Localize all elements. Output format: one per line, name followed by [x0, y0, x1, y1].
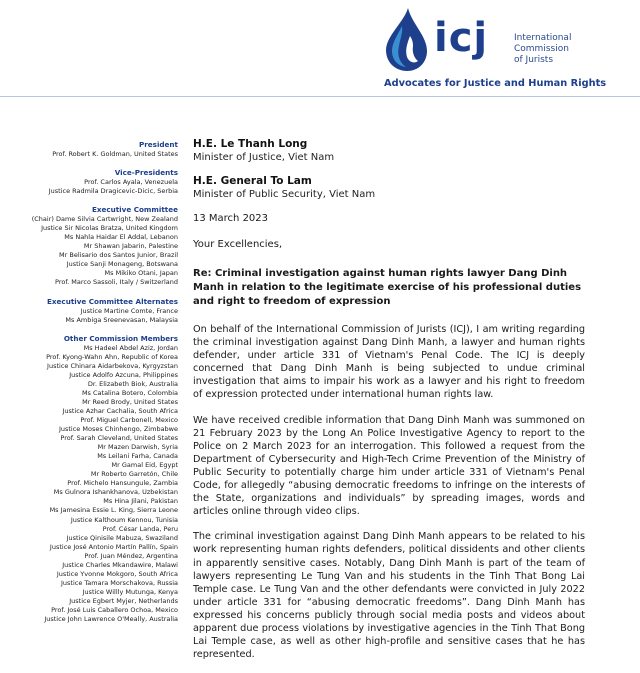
water-drop-icon [380, 6, 432, 72]
letter-date: 13 March 2023 [193, 213, 269, 224]
commission-sidebar [0, 140, 178, 633]
member-name: Prof. Juan Méndez, Argentina [84, 551, 178, 560]
member-name: Ms Catalina Botero, Colombia [81, 388, 178, 397]
member-name: (Chair) Dame Silvia Cartwright, New Zealand [31, 215, 178, 224]
member-name: Ms Nahla Haidar El Addal, Lebanon [64, 233, 178, 242]
member-name: Justice Moses Chinhengo, Zimbabwe [58, 425, 178, 434]
member-name: Justice Martine Comte, France [80, 306, 178, 315]
body-paragraph: On behalf of the International Commission of Jurists (ICJ), I am writing regarding the criminal investigation against Dang Dinh Manh, a lawyer and human rights defender, under article 331 of Vietnam's Penal Code. The ICJ is deeply concerned that Dang Dinh Manh is being subjected to undue criminal investigation that aims to impair his work as a lawyer and his right to freedom of expression protected under international human rights law. [193, 324, 585, 401]
member-name: Dr. Elizabeth Biok, Australia [87, 379, 178, 388]
member-name: Ms Leilani Farha, Canada [97, 452, 178, 461]
member-name: Ms Mikiko Otani, Japan [104, 269, 178, 278]
member-name: Justice John Lawrence O'Meally, Australia [44, 615, 178, 624]
body-paragraph: We have received credible information that Dang Dinh Manh was summoned on 21 February 2023 by the Long An Police Investigative Agency to report to the Police on 2 March 2023 for an interrogation. This followed a request from the Department of Cybersecurity and High-Tech Crime Prevention of the Ministry of Public Security to potentially charge him under article 331 of Vietnam's Penal Code, for allegedly “abusing democratic freedoms to infringe on the interests of the State, organizations and individuals” by spreading images, words and articles online through video clips. [193, 414, 585, 518]
member-name: Ms Hadeel Abdel Aziz, Jordan [83, 343, 178, 352]
recipient-name: H.E. Le Thanh Long [193, 138, 308, 150]
recipient [193, 175, 585, 201]
member-name: Justice Radmila Dragicevic-Dicic, Serbia [48, 187, 178, 196]
member-name: Mr Reed Brody, United States [82, 397, 178, 406]
member-name: Justice Chinara Aidarbekova, Kyrgyzstan [47, 361, 178, 370]
recipient-title: Minister of Public Security, Viet Nam [193, 189, 376, 200]
member-name: Ms Hina Jilani, Pakistan [103, 497, 178, 506]
org-name-line: Commission [514, 44, 569, 54]
member-name: Justice Adolfo Azcuna, Philippines [69, 370, 178, 379]
tagline: Advocates for Justice and Human Rights [384, 78, 607, 89]
member-name: Justice Tamara Morschakova, Russia [60, 578, 178, 587]
salutation: Your Excellencies, [193, 239, 283, 250]
member-name: Justice Charles Mkandawire, Malawi [62, 560, 178, 569]
member-name: Ms Gulnora Ishankhanova, Uzbekistan [53, 488, 178, 497]
sidebar-section-title: Executive Committee Alternates [47, 296, 178, 306]
recipient-name: H.E. General To Lam [193, 175, 312, 187]
member-name: Justice Qinisile Mabuza, Swaziland [66, 533, 178, 542]
org-name [514, 33, 571, 66]
member-name: Justice Sir Nicolas Bratza, United Kingdom [41, 224, 178, 233]
member-name: Prof. José Luis Caballero Ochoa, Mexico [51, 605, 178, 614]
icj-wordmark: icj [434, 15, 489, 61]
sidebar-section [0, 334, 178, 624]
member-name: Prof. Michelo Hansungule, Zambia [67, 479, 178, 488]
sidebar-section [0, 297, 178, 325]
member-name: Prof. Sarah Cleveland, United States [60, 434, 178, 443]
sidebar-section-title: Other Commission Members [63, 333, 178, 343]
member-name: Mr Mazen Darwish, Syria [97, 443, 178, 452]
sidebar-section [0, 168, 178, 196]
sidebar-section-title: Executive Committee [91, 205, 178, 215]
member-name: Mr Roberto Garretón, Chile [90, 470, 178, 479]
body-paragraph: The criminal investigation against Dang Dinh Manh appears to be related to his work representing human rights defenders, political dissidents and other clients in apparently sensitive cases. Notably, Dang Dinh Manh is part of the team of lawyers representing Le Tung Van and his students in the Tinh That Bong Lai Temple case. Le Tung Van and the other defendants were convicted in July 2022 under article 331 for “abusing democratic freedoms”. Dang Dinh Manh has expressed his concerns publicly through social media posts and videos about apparent due process violations by investigative agencies in the Tinh That Bong Lai Temple case, as well as other high-profile and sensitive cases that he has represented. [193, 531, 585, 661]
member-name: Justice Sanji Monageng, Botswana [66, 260, 178, 269]
member-name: Mr Gamal Eid, Egypt [111, 461, 178, 470]
icj-logo [380, 2, 572, 72]
member-name: Prof. Carlos Ayala, Venezuela [84, 178, 178, 187]
org-name-line: International [514, 33, 572, 43]
member-name: Prof. Robert K. Goldman, United States [52, 150, 178, 158]
sidebar-section [0, 140, 178, 159]
member-name: Prof. Marco Sassoli, Italy / Switzerland [55, 278, 178, 287]
recipient [193, 138, 585, 164]
member-name: Justice Willly Mutunga, Kenya [82, 587, 178, 596]
header-divider [0, 96, 640, 97]
letter-body [193, 138, 585, 673]
member-name: Justice José Antonio Martín Pallín, Spain [49, 542, 178, 551]
member-name: Justice Azhar Cachalia, South Africa [62, 406, 178, 415]
sidebar-section-title: Vice-Presidents [114, 168, 178, 178]
member-name: Prof. Miguel Carbonell, Mexico [80, 415, 178, 424]
member-name: Ms Jamesina Essie L. King, Sierra Leone [49, 506, 178, 515]
subject-line: Re: Criminal investigation against human rights lawyer Dang Dinh Manh in relation to the legitimate exercise of his professional duties and right to freedom of expression [193, 268, 582, 307]
sidebar-section-title: President [138, 140, 178, 149]
member-name: Justice Yvonne Mokgoro, South Africa [56, 569, 178, 578]
sidebar-section [0, 205, 178, 287]
member-name: Ms Ambiga Sreenevasan, Malaysia [65, 315, 178, 324]
member-name: Justice Egbert Myjer, Netherlands [69, 596, 178, 605]
member-name: Justice Kalthoum Kennou, Tunisia [70, 515, 178, 524]
member-name: Mr Shawan Jabarin, Palestine [83, 242, 178, 251]
member-name: Prof. Kyong-Wahn Ahn, Republic of Korea [46, 352, 178, 361]
member-name: Prof. César Landa, Peru [102, 524, 178, 533]
member-name: Mr Belisario dos Santos Junior, Brazil [59, 251, 178, 260]
recipient-title: Minister of Justice, Viet Nam [193, 152, 335, 163]
org-name-line: of Jurists [514, 55, 554, 65]
